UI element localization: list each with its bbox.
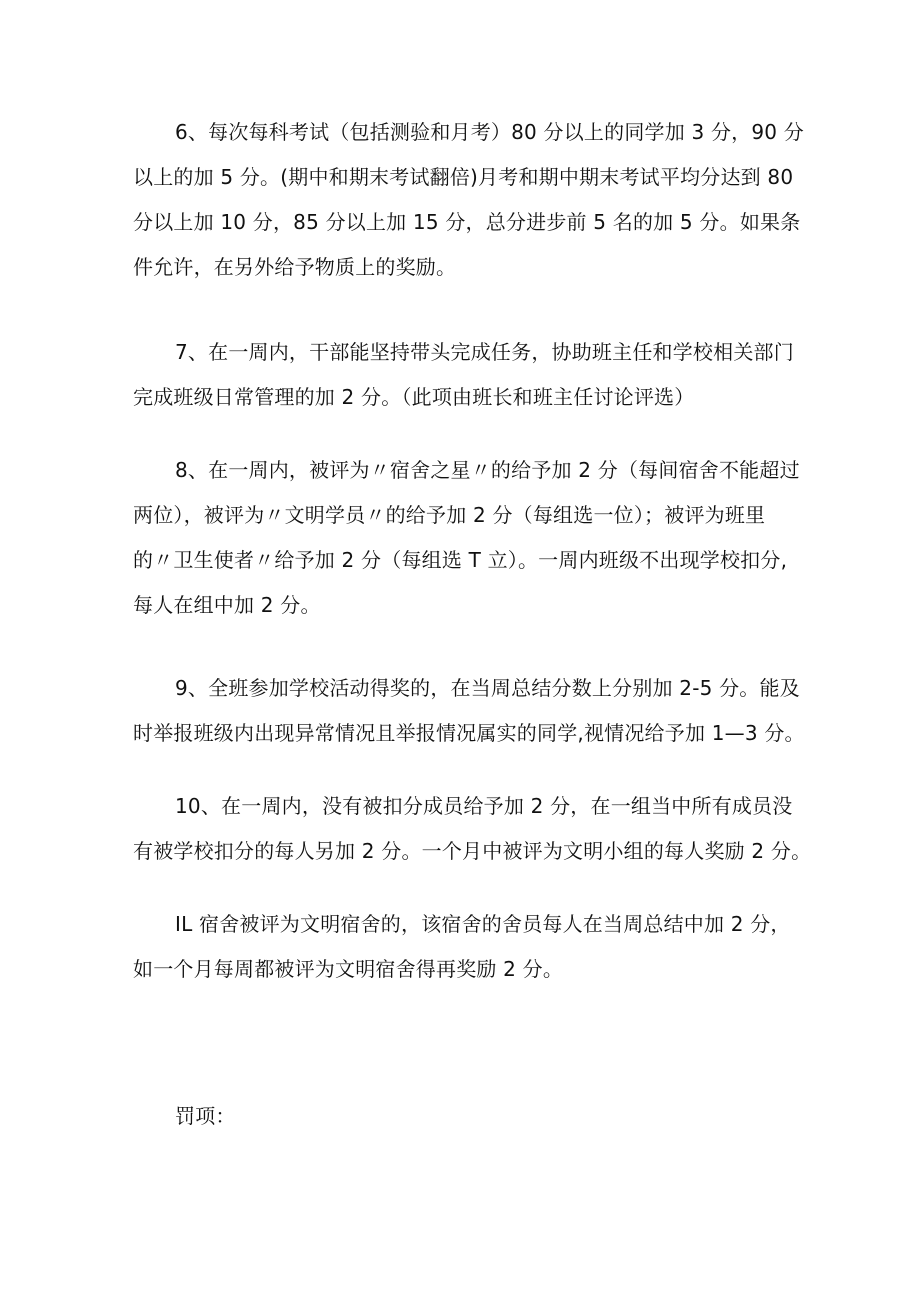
text-line: 10、在一周内，没有被扣分成员给予加 2 分，在一组当中所有成员没 [175, 794, 793, 818]
text-line: 完成班级日常管理的加 2 分。（此项由班长和班主任讨论评选） [133, 385, 695, 409]
text-line: 分以上加 10 分，85 分以上加 15 分，总分进步前 5 名的加 5 分。如果条 [133, 210, 801, 234]
paragraph-item-11 [133, 902, 803, 992]
paragraph-item-10 [133, 784, 812, 874]
text-line: 6、每次每科考试（包括测验和月考）80 分以上的同学加 3 分，90 分 [175, 120, 804, 144]
text-line: 每人在组中加 2 分。 [133, 593, 321, 617]
paragraph-item-6 [133, 110, 803, 290]
text-line: 9、全班参加学校活动得奖的，在当周总结分数上分别加 2-5 分。能及 [175, 676, 800, 700]
text-line: 如一个月每周都被评为文明宿舍得再奖励 2 分。 [133, 957, 564, 981]
text-line: 有被学校扣分的每人另加 2 分。一个月中被评为文明小组的每人奖励 2 分。 [133, 839, 812, 863]
text-line: 以上的加 5 分。(期中和期末考试翻倍)月考和期中期末考试平均分达到 80 [133, 165, 794, 189]
paragraph-item-8 [133, 448, 803, 628]
text-line: 时举报班级内出现异常情况且举报情况属实的同学,视情况给予加 1—3 分。 [133, 721, 805, 745]
paragraph-item-7 [133, 330, 803, 420]
text-line: 两位），被评为〃文明学员〃的给予加 2 分（每组选一位）；被评为班里 [133, 503, 766, 527]
text-line: IL 宿舍被评为文明宿舍的，该宿舍的舍员每人在当周总结中加 2 分， [175, 912, 791, 936]
text-line: 7、在一周内，干部能坚持带头完成任务，协助班主任和学校相关部门 [175, 340, 794, 364]
section-heading [133, 1094, 803, 1139]
paragraph-item-9 [133, 666, 803, 756]
text-line: 8、在一周内，被评为〃宿舍之星〃的给予加 2 分（每间宿舍不能超过 [175, 458, 800, 482]
section-heading-text: 罚项： [175, 1104, 236, 1128]
text-line: 件允许，在另外给予物质上的奖励。 [133, 255, 457, 279]
text-line: 的〃卫生使者〃给予加 2 分（每组选 T 立）。一周内班级不出现学校扣分, [133, 548, 788, 572]
